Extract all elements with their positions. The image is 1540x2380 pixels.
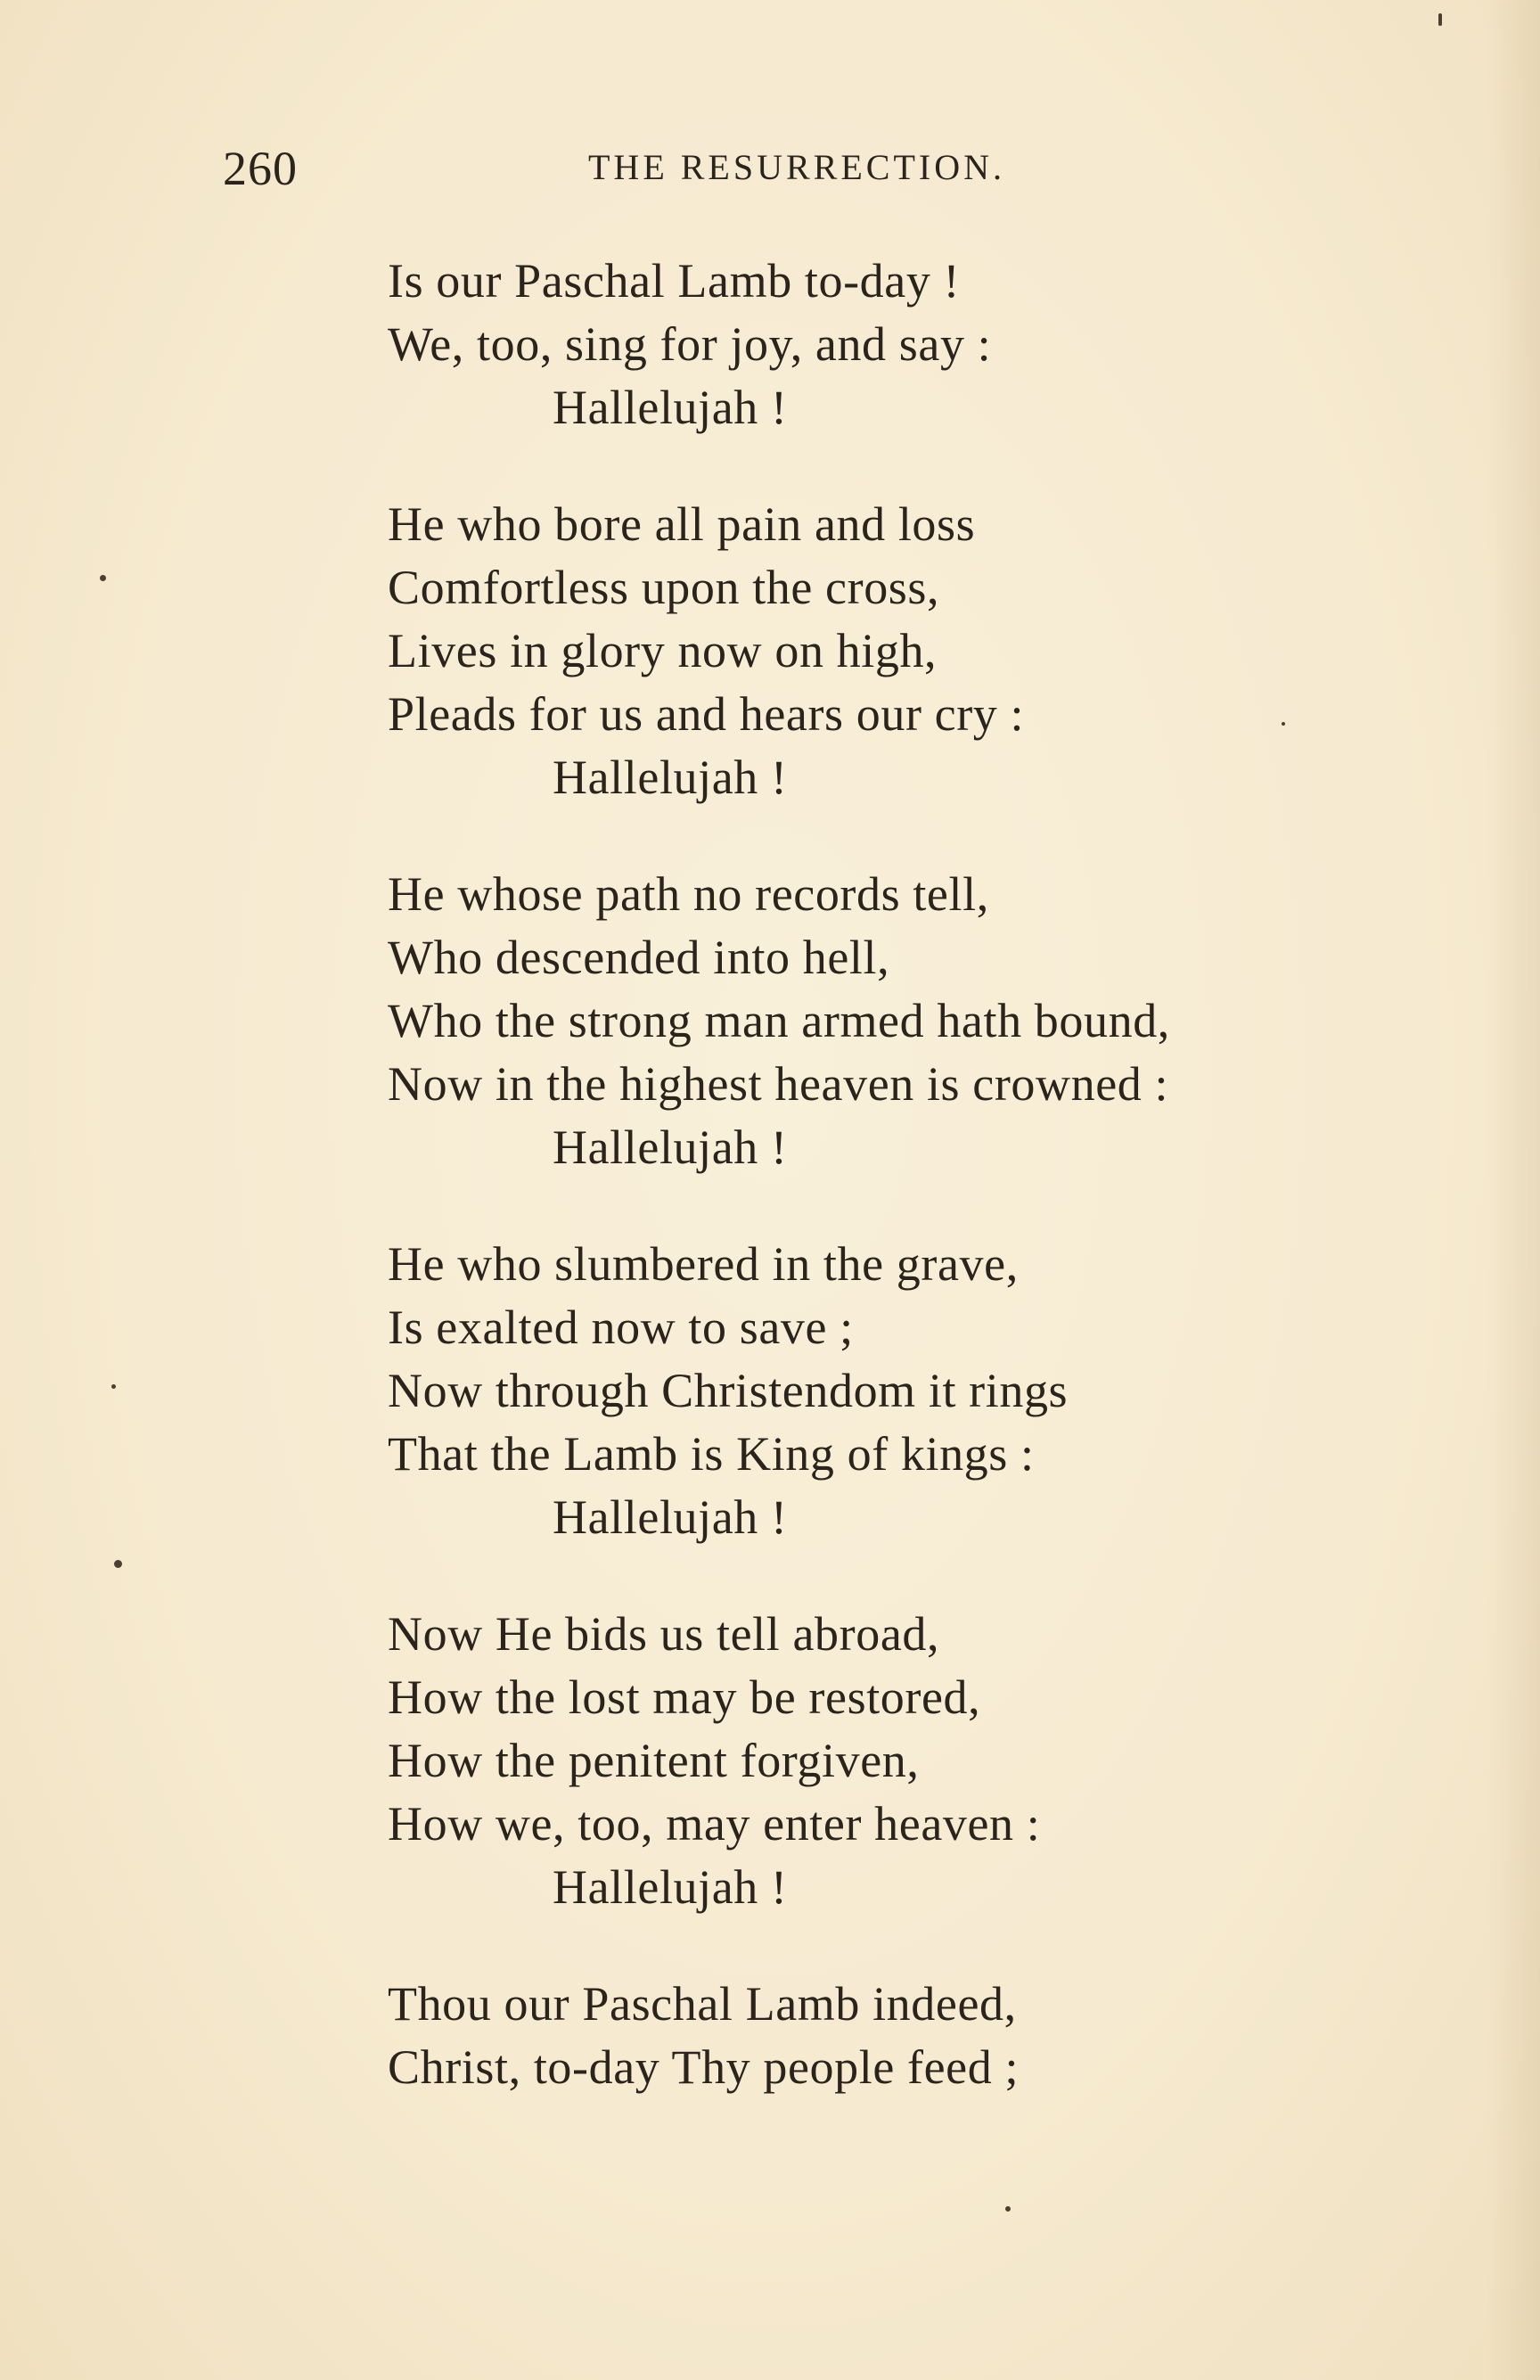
poem-line: Who descended into hell, xyxy=(388,931,890,984)
running-title: THE RESURRECTION. xyxy=(588,147,1005,187)
poem-line: Comfortless upon the cross, xyxy=(388,561,940,614)
stanza xyxy=(388,1973,1368,2099)
page-number: 260 xyxy=(223,142,298,195)
refrain-line: Hallelujah ! xyxy=(553,1490,788,1544)
stanza xyxy=(388,1233,1368,1549)
ink-speck xyxy=(111,1384,116,1389)
ink-speck xyxy=(1005,2206,1011,2212)
poem-line: Who the strong man armed hath bound, xyxy=(388,994,1170,1047)
poem-line: He whose path no records tell, xyxy=(388,867,989,921)
poem-line: Lives in glory now on high, xyxy=(388,624,938,677)
page-edge-shadow xyxy=(1487,0,1540,2380)
running-head xyxy=(223,134,1114,205)
poem-line: Now He bids us tell abroad, xyxy=(388,1607,940,1661)
refrain-line: Hallelujah ! xyxy=(553,1120,788,1174)
poem-body xyxy=(388,250,1368,2153)
ink-speck xyxy=(114,1560,122,1568)
ink-speck xyxy=(1282,722,1285,726)
poem-line: Is our Paschal Lamb to-day ! xyxy=(388,254,961,308)
poem-line: Thou our Paschal Lamb indeed, xyxy=(388,1977,1017,2031)
refrain-line: Hallelujah ! xyxy=(553,751,788,804)
refrain-line: Hallelujah ! xyxy=(553,1860,788,1914)
poem-line: Now through Christendom it rings xyxy=(388,1364,1069,1417)
poem-line: Now in the highest heaven is crowned : xyxy=(388,1057,1169,1111)
poem-line: How the lost may be restored, xyxy=(388,1670,981,1724)
poem-line: Is exalted now to save ; xyxy=(388,1301,854,1354)
poem-line: He who bore all pain and loss xyxy=(388,497,976,551)
poem-line: Christ, to-day Thy people feed ; xyxy=(388,2040,1020,2094)
refrain-line: Hallelujah ! xyxy=(553,381,788,434)
poem-line: He who slumbered in the grave, xyxy=(388,1237,1019,1291)
stanza xyxy=(388,1603,1368,1919)
poem-line: We, too, sing for joy, and say : xyxy=(388,317,992,371)
ink-speck xyxy=(100,575,106,581)
ink-speck xyxy=(1438,13,1442,26)
poem-line: Pleads for us and hears our cry : xyxy=(388,687,1025,741)
stanza xyxy=(388,250,1368,439)
poem-line: How the penitent forgiven, xyxy=(388,1734,920,1787)
stanza xyxy=(388,863,1368,1179)
poem-line: That the Lamb is King of kings : xyxy=(388,1427,1035,1481)
poem-line: How we, too, may enter heaven : xyxy=(388,1797,1041,1851)
stanza xyxy=(388,493,1368,809)
